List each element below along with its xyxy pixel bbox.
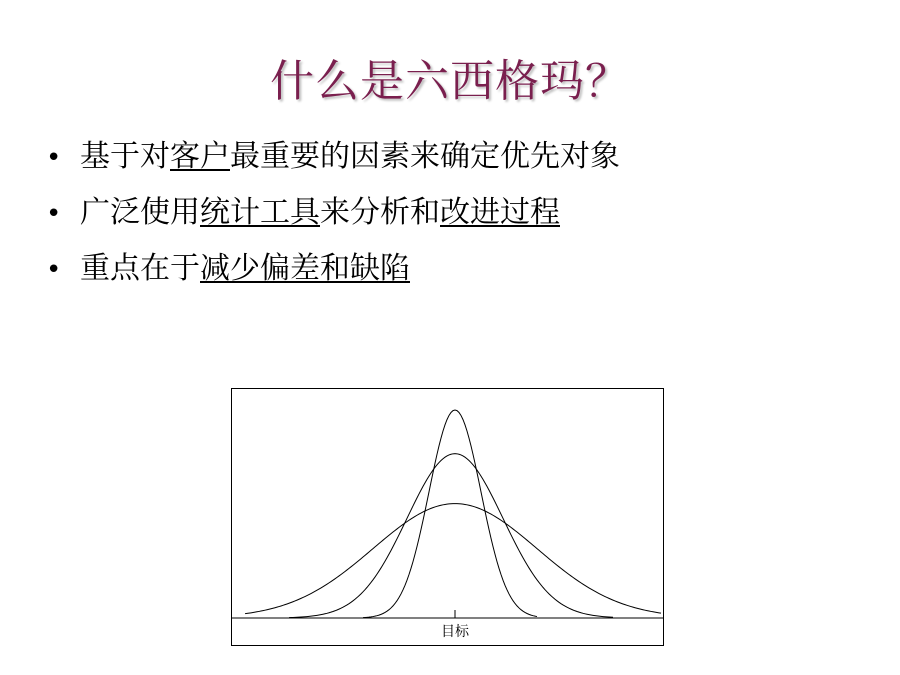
bullet-dot-icon: • xyxy=(46,199,62,229)
bullet-text-2b: 统计工具 xyxy=(200,195,320,230)
bullet-text-1c: 最重要的因素来确定优先对象 xyxy=(230,139,620,174)
bullet-dot-icon: • xyxy=(46,143,62,173)
distribution-figure xyxy=(231,388,664,646)
bullet-text-2c: 来分析和 xyxy=(320,195,440,230)
bullet-text-3a: 重点在于 xyxy=(80,251,200,286)
distribution-svg xyxy=(231,388,664,646)
slide-title: 什么是六西格玛？ xyxy=(270,56,630,107)
bullet-text-2a: 广泛使用 xyxy=(80,195,200,230)
target-label: 目标 xyxy=(441,624,469,640)
figure-frame xyxy=(232,389,664,646)
bullet-text-1a: 基于对 xyxy=(80,139,170,174)
bullet-item-customer xyxy=(46,132,620,188)
bullet-item-statistics xyxy=(46,188,620,244)
bullet-text-3b: 减少偏差和缺陷 xyxy=(200,251,410,286)
bullet-dot-icon: • xyxy=(46,255,62,285)
bullet-text-1b: 客户 xyxy=(170,139,230,174)
bullet-list xyxy=(46,132,620,300)
bullet-text-2d: 改进过程 xyxy=(440,195,560,230)
bullet-item-reduce-defects xyxy=(46,244,620,300)
